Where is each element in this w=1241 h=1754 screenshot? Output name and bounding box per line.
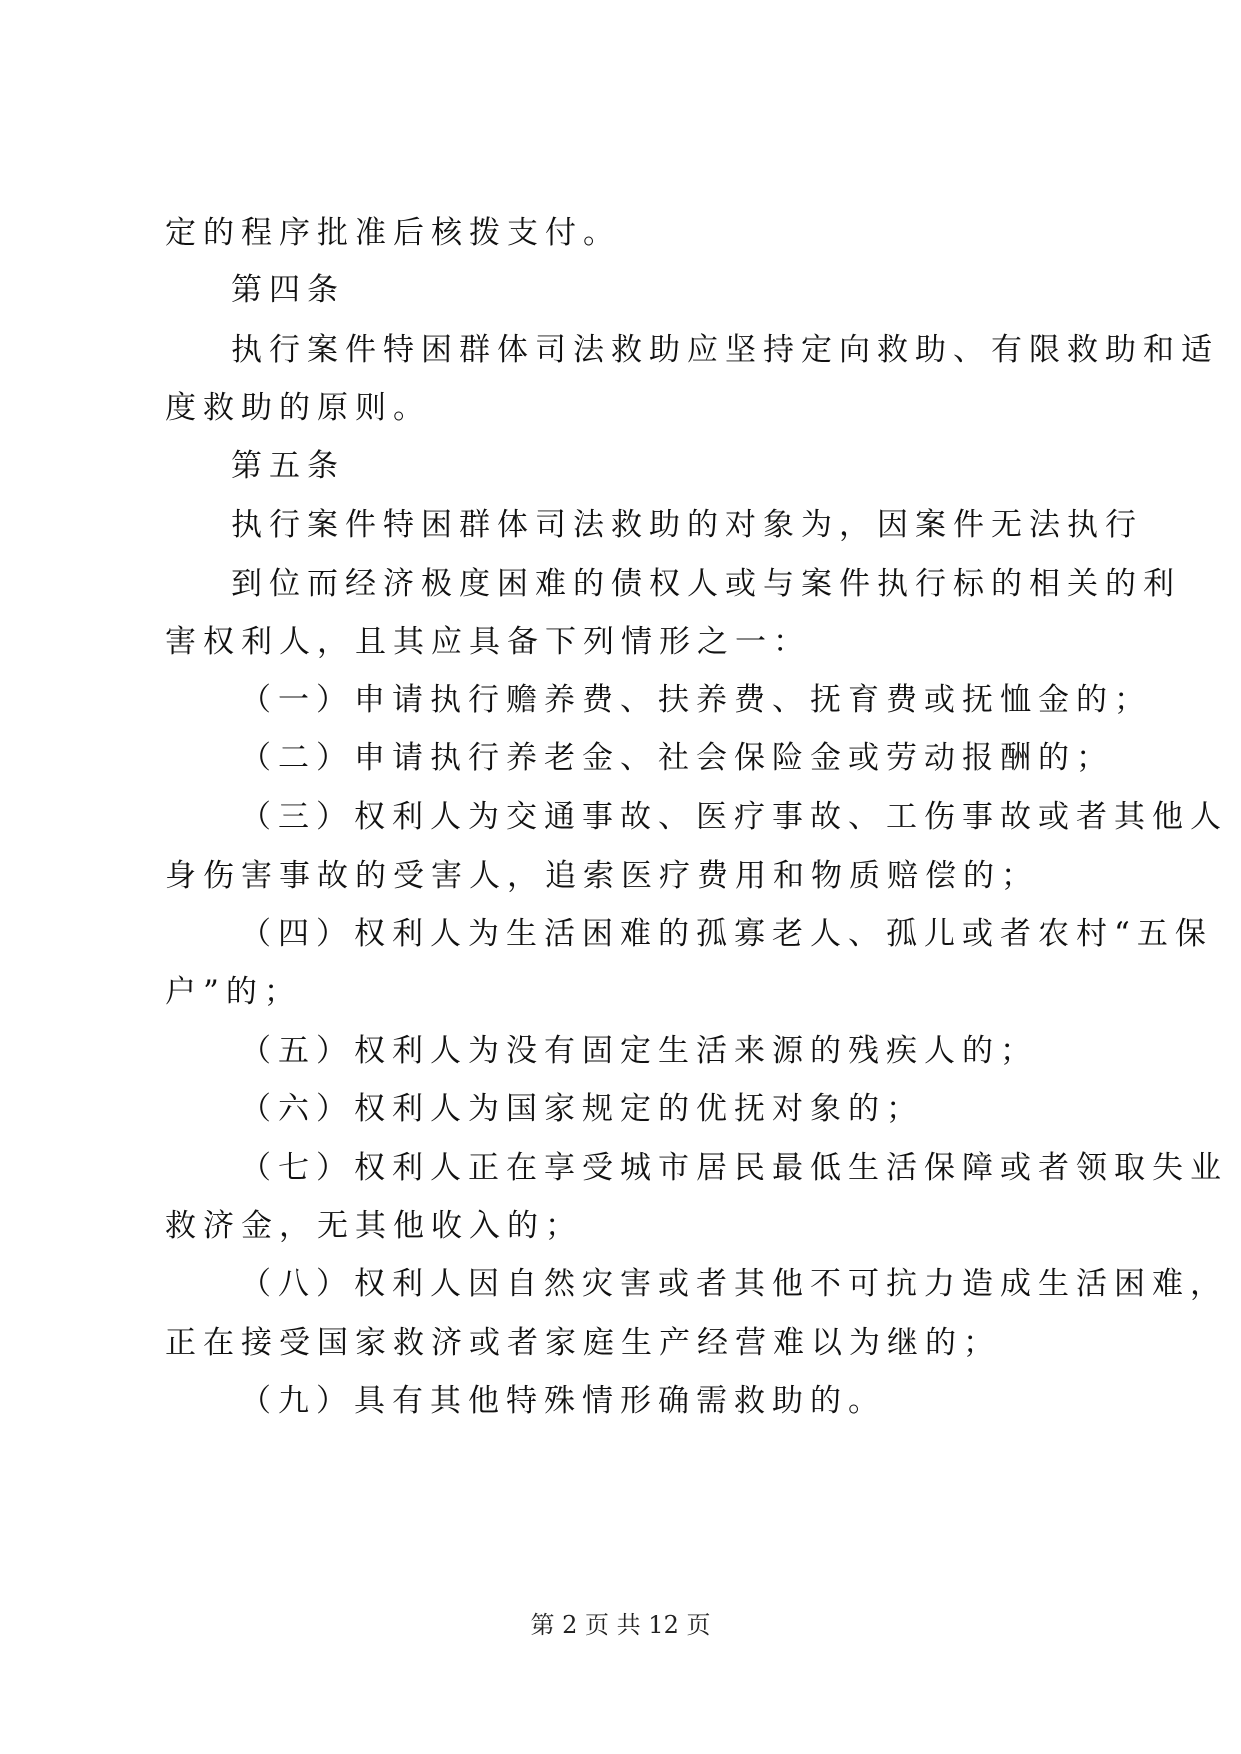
list-item-7: （七）权利人正在享受城市居民最低生活保障或者领取失业 (240, 1150, 1228, 1186)
page-number-footer: 第 2 页 共 12 页 (530, 1611, 711, 1639)
list-item-5: （五）权利人为没有固定生活来源的残疾人的； (240, 1033, 1038, 1069)
list-item-3: （三）权利人为交通事故、医疗事故、工伤事故或者其他人 (240, 799, 1228, 835)
text-line: 执行案件特困群体司法救助应坚持定向救助、有限救助和适 (231, 332, 1219, 368)
text-line: 度救助的原则。 (165, 390, 431, 426)
article-heading-4: 第四条 (231, 272, 345, 308)
text-line: 正在接受国家救济或者家庭生产经营难以为继的； (165, 1325, 1001, 1361)
list-item-2: （二）申请执行养老金、社会保险金或劳动报酬的； (240, 740, 1114, 776)
list-item-1: （一）申请执行赡养费、扶养费、抚育费或抚恤金的； (240, 682, 1152, 718)
text-line: 定的程序批准后核拨支付。 (165, 215, 621, 251)
list-item-4: （四）权利人为生活困难的孤寡老人、孤儿或者农村“五保 (240, 916, 1213, 952)
list-item-9: （九）具有其他特殊情形确需救助的。 (240, 1383, 886, 1419)
text-line: 到位而经济极度困难的债权人或与案件执行标的相关的利 (231, 566, 1181, 602)
list-item-6: （六）权利人为国家规定的优抚对象的； (240, 1091, 924, 1127)
text-line: 救济金，无其他收入的； (165, 1208, 583, 1244)
text-line: 执行案件特困群体司法救助的对象为，因案件无法执行 (231, 507, 1143, 543)
article-heading-5: 第五条 (231, 448, 345, 484)
text-line: 身伤害事故的受害人，追索医疗费用和物质赔偿的； (165, 858, 1039, 894)
list-item-8: （八）权利人因自然灾害或者其他不可抗力造成生活困难， (240, 1266, 1228, 1302)
text-line: 害权利人，且其应具备下列情形之一： (165, 624, 811, 660)
text-line: 户”的； (165, 974, 302, 1010)
